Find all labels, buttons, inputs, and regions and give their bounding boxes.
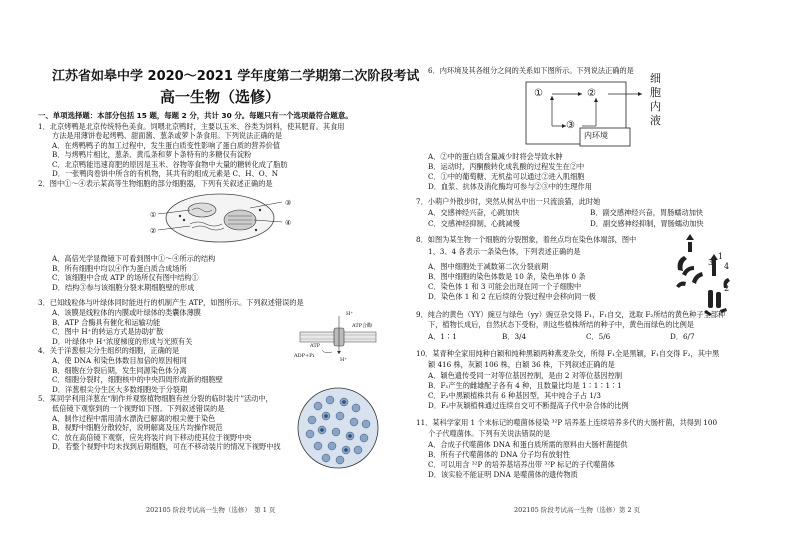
q8-label-4: 4 (724, 262, 730, 271)
q2-label-4: ④ (285, 218, 292, 227)
q11-option-a: A．合成子代噬菌体 DNA 和蛋白质所需的原料由大肠杆菌提供 (428, 440, 628, 449)
q6-stem: 6．内环境及其各组分之间的关系如下图所示。下列说法正确的是 (428, 66, 634, 75)
q9-stem-line1: 9．纯合的黄色（YY）豌豆与绿色（yy）豌豆杂交得 F₁，F₁自交，选取 F₂所结的黄色种子全部种 (416, 310, 726, 319)
q11-stem-line2: 个子代噬菌体。下列有关说法错误的是 (428, 429, 551, 438)
q11-option-b: B．所有子代噬菌体的 DNA 分子均有放射性 (428, 450, 571, 459)
q9-stem-line2: 下，植物长成后，自然状态下受粉，则这些植株所结的种子中，黄色而绿色的比例是 (428, 320, 694, 329)
q6-cell-char-3: 内 (650, 100, 661, 113)
q6-box-label: 内环境 (584, 131, 608, 140)
q4-option-c: C．细胞分裂时，细胞核中的中央四周形成新的细胞壁 (52, 375, 223, 384)
q8-option-d: D．染色体 1 和 2 在后续的分裂过程中会移向同一极 (428, 292, 596, 301)
q1-option-b: B．与烤鸭片相比，葱条、黄瓜条和萝卜条特有的多糖仅有淀粉 (52, 150, 252, 159)
q1-option-c: C．北京鸭能迅速育肥的原因是玉米、谷物等食物中大量的糖转化成了脂肪 (52, 160, 288, 169)
q3-option-d: D．叶绿体中 H⁺浓度梯度的形成与光照有关 (52, 337, 193, 346)
q11-option-c: C．可以用含 ³²P 的培养基培养出带 ³²P 标记的子代噬菌体 (428, 460, 615, 469)
q3-hplus-top: H⁺ (346, 311, 353, 317)
q8-stem-line2: 1、3、4 各表示一条染色体，下列表述正确的是 (428, 247, 581, 256)
q5-option-c: C．放在高倍镜下观察，应先将装片向下移动使其位于视野中央 (52, 433, 252, 442)
q1-option-d: D．一张鸭肉卷饼中所含的有机物，其共有的组成元素是 C、H、O、N (52, 169, 279, 178)
q2-label-1: ① (150, 210, 157, 219)
q10-option-b: B．F₁产生的雌雄配子各有 4 种，且数量比均是 1∶1∶1∶1 (428, 381, 622, 390)
q5-option-a: A．制作过程中需用清水漂洗已解离的根尖便于染色 (52, 414, 216, 423)
q3-synthase-label: ATP合酶 (352, 323, 373, 329)
q7-option-c: C．交感神经抑制，心跳减慢 (428, 219, 520, 228)
q8-stem-line1: 8．如图为某生物一个细胞的分裂图象，着丝点均在染色体端部，图中 (416, 235, 637, 244)
q9-option-c: C．5/6 (586, 332, 611, 341)
q6-option-c: C．①中的葡萄糖、无机盐可以通过②进入肌细胞 (428, 172, 585, 181)
q2-stem: 2．图中①～④表示某高等生物细胞的部分细胞器，下列有关叙述正确的是 (38, 179, 273, 188)
q7-option-d: D．副交感神经抑制，胃肠蠕动加快 (590, 219, 704, 228)
q2-option-a: A．高倍光学显微镜下可看到图中①～④所示的结构 (52, 254, 216, 263)
q10-option-d: D．F₂中灰颖植株通过连续自交可不断提高子代中杂合体的比例 (428, 401, 629, 410)
q9-option-d: D．6/7 (670, 332, 695, 341)
q9-option-a: A．1∶1 (428, 332, 457, 341)
q8-label-1: 1 (718, 252, 724, 261)
q6-option-b: B．运动时，丙酮酸转化成乳酸的过程发生在②中 (428, 162, 585, 171)
section-heading: 一、单项选择题：本部分包括 15 题，每题 2 分，共计 30 分。每题只有一个选项最符合题意。 (38, 111, 353, 120)
q7-option-b: B．副交感神经兴奋，胃肠蠕动加快 (590, 208, 704, 217)
q1-stem-line2: 方法是用薄饼卷起烤鸭、甜面酱、葱条或萝卜条食用。下列说法正确的是 (52, 131, 283, 140)
q3-stem: 3．已知线粒体与叶绿体同时能进行的机制产生 ATP，如图所示。下列叙述错误的是 (38, 298, 304, 307)
footer-left: 202105 阶段考试高一生物（选修） 第 1 页 (146, 506, 276, 514)
q2-option-d: D．结构③参与该细胞分裂末期细胞壁的形成 (52, 283, 195, 292)
q3-option-c: C．图中 H⁺的转运方式是协助扩散 (52, 327, 164, 336)
q4-option-a: A．使 DNA 和染色体数目加倍的原因相同 (52, 356, 187, 365)
q6-option-d: D．血浆、抗体及消化酶均可参与②③中的生理作用 (428, 182, 592, 191)
q10-option-a: A．颖色遗传受同一对等位基因控制，是由 2 对等位基因控制 (428, 371, 623, 380)
q6-node-1: ① (534, 88, 543, 99)
microscope-view (296, 386, 380, 470)
q1-stem-line1: 1．北京烤鸭是北京传统特色美食。饲喂北京鸭时，主要以玉米、谷类为饲料，使其肥育。其食用 (38, 122, 345, 131)
q10-option-c: C．F₂中黑颖植株共有 6 种基因型，其中纯合子占 1/3 (428, 391, 601, 400)
q4-stem: 4．关于洋葱根尖分生组织的细胞，正确的是 (38, 346, 180, 355)
page-right (404, 0, 794, 550)
q2-option-c: C．该细胞中合成 ATP 的场所仅有图中结构① (52, 273, 199, 282)
q8-option-a: A．图中细胞处于减数第二次分裂前期 (428, 262, 549, 271)
footer-right: 202105 阶段考试高一生物（选修）第 2 页 (514, 506, 641, 514)
q2-label-2: ② (150, 226, 157, 235)
q6-node-2: ② (587, 88, 596, 99)
q4-option-b: B．细胞在分裂后期，发生同源染色体分离 (52, 366, 187, 375)
q2-option-b: B．所有细胞中均以④作为蛋白质合成场所 (52, 264, 187, 273)
q8-label-3: 3 (708, 258, 714, 267)
q6-cell-char-4: 液 (650, 114, 661, 127)
q1-option-a: A．在烤鸭鸭子的加工过程中，发生蛋白质变性影响了蛋白质的营养价值 (52, 141, 281, 150)
q5-option-d: D．若整个视野中均未找到后期细胞，可在不移动装片的情况下视野中找 (52, 442, 281, 451)
q6-node-3: ③ (566, 120, 575, 131)
q11-stem-line1: 11．某科学家用 1 个未标记的噬菌体侵染 ³²P 培养基上连续培养多代的大肠杆菌，共得到 100 (416, 418, 718, 427)
q10-stem-line2: 颖 416 株，灰颖 106 株，白颖 36 株，下列叙述正确的是 (428, 360, 615, 369)
q8-option-b: B．图中细胞的染色体数是 10 条，染色单体 0 条 (428, 272, 586, 281)
q3-option-b: B．ATP 合酶具有催化和运输功能 (52, 318, 161, 327)
q5-stem-line1: 5．某同学利用洋葱在“制作并观察植物细胞有丝分裂的临时装片”活动中， (38, 394, 273, 403)
q2-label-3: ③ (285, 198, 292, 207)
q6-cell-char-2: 胞 (650, 86, 661, 99)
q8-option-c: C．染色体 1 和 3 可能会出现在同一个子细胞中 (428, 282, 582, 291)
q6-option-a: A．②中的蛋白质含量减少时将会导致水肿 (428, 152, 563, 161)
q7-stem: 7．小萌户外散步时，突然从树丛中出一只流浪猫，此时她 (416, 197, 601, 206)
organelle-figure (150, 190, 290, 246)
q3-hplus-bottom: H⁺ (340, 357, 347, 363)
q8-label-2: 2 (724, 284, 730, 293)
q5-stem-line2: 低倍镜下观察到的一个视野如下图。下列叙述错误的是 (52, 404, 225, 413)
q11-option-d: D．该实验不能证明 DNA 是噬菌体的遗传物质 (428, 470, 578, 479)
q3-atp-label: ATP (310, 343, 321, 349)
q6-cell-char-1: 细 (650, 72, 661, 85)
q3-option-a: A．该膜是线粒体的内膜或叶绿体的类囊体薄膜 (52, 308, 201, 317)
exam-subtitle: 高一生物（选修） (160, 88, 281, 106)
q10-stem-line1: 10．某青种全家用纯种白颖和纯种黑颖两种燕麦杂交，所得 F₁全是黑颖，F₁自交得 F₂，其中黑 (416, 349, 720, 358)
chromosome-figure (672, 230, 772, 320)
q4-option-d: D．洋葱根尖分生区大多数细胞处于分裂期 (52, 385, 188, 394)
exam-title: 江苏省如皋中学 2020～2021 学年度第二学期第二次阶段考试 (52, 69, 420, 84)
q5-option-b: B．视野中细胞分散较好，说明解离及压片均操作规范 (52, 423, 223, 432)
q9-option-b: B．3/4 (502, 332, 527, 341)
q3-adp-label: ADP+Pi (294, 353, 315, 359)
q7-option-a: A．交感神经兴奋，心跳加快 (428, 208, 520, 217)
